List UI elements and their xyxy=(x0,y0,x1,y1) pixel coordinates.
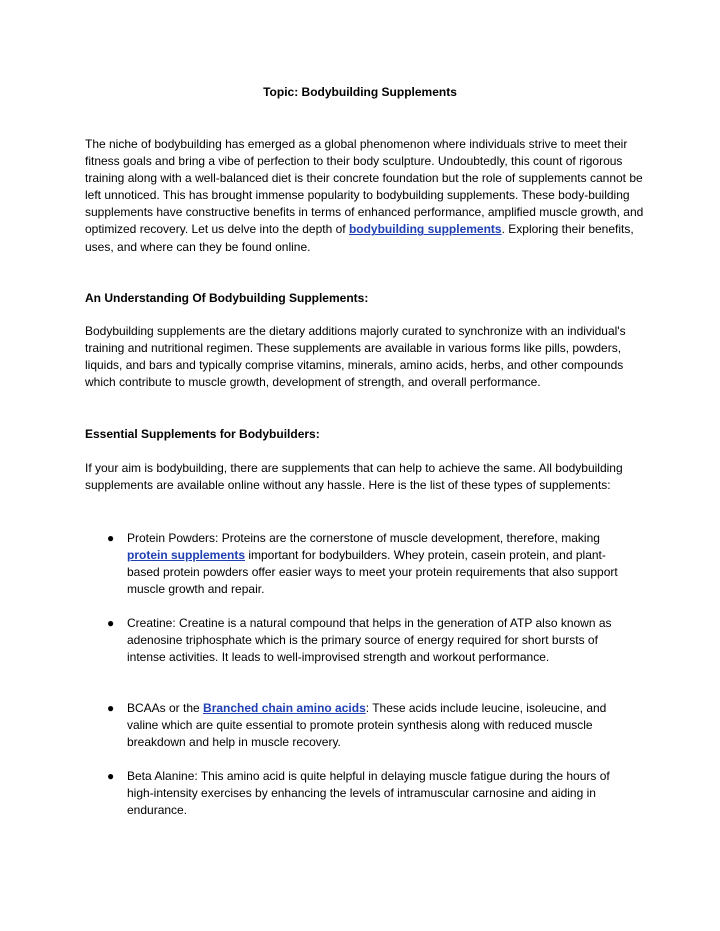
essential-paragraph: If your aim is bodybuilding, there are supplements that can help to achieve the same. All bodybuilding supplements are available online without any hassle. Here is the list of these types of supplements: xyxy=(85,461,623,493)
section-heading-understanding: An Understanding Of Bodybuilding Supplements: xyxy=(85,291,369,305)
bullet-text: Beta Alanine: This amino acid is quite helpful in delaying muscle fatigue during the hours of high-intensity exercises by enhancing the levels of intramuscular carnosine and aiding in endurance. xyxy=(127,769,610,818)
bullet-text-after: important for bodybuilders. Whey protein, casein protein, and plant-based protein powders offer easier ways to meet your protein requirements that also support muscle growth and repair. xyxy=(127,548,618,597)
bullet-text xyxy=(127,700,637,751)
bullet-text: Creatine: Creatine is a natural compound that helps in the generation of ATP also known as adenosine triphosphate which is the primary source of energy required for short bursts of intense activities. It leads to well-improvised strength and workout performance. xyxy=(127,616,612,665)
bullet-text-after: : These acids include leucine, isoleucine, and valine which are quite essential to promote protein synthesis along with reduced muscle breakdown and help in muscle recovery. xyxy=(127,701,607,750)
intro-text-after: . Exploring their benefits, uses, and where can they be found online. xyxy=(85,222,634,254)
link-protein-supplements[interactable]: protein supplements xyxy=(127,548,246,563)
understanding-paragraph: Bodybuilding supplements are the dietary additions majorly curated to synchronize with an individual's training and nutritional regimen. These supplements are available in various forms like pills, powders, liquids, and bars and typically comprise vitamins, minerals, amino acids, herbs, and other compounds which contribute to muscle growth, development of strength, and overall performance. xyxy=(85,324,626,390)
section-heading-essential: Essential Supplements for Bodybuilders: xyxy=(85,427,320,441)
bullet-text-before: Protein Powders: Proteins are the cornerstone of muscle development, therefore, making xyxy=(127,531,600,545)
bullet-text xyxy=(127,530,637,598)
bullet-icon: ● xyxy=(107,531,115,545)
link-branched-chain-amino-acids[interactable]: Branched chain amino acids xyxy=(203,701,366,715)
bullet-icon: ● xyxy=(107,701,115,715)
bullet-icon: ● xyxy=(107,616,115,630)
document-title: Topic: Bodybuilding Supplements xyxy=(263,85,457,99)
link-bodybuilding-supplements[interactable]: bodybuilding supplements xyxy=(348,222,502,237)
intro-paragraph xyxy=(85,136,645,256)
bullet-text-before: BCAAs or the xyxy=(127,701,204,715)
intro-text-before: The niche of bodybuilding has emerged as a global phenomenon where individuals strive to meet their fitness goals and bring a vibe of perfection to their body sculpture. Undoubtedly, this count of rigorous training along with a well-balanced diet is their concrete foundation but the role of supplements cannot be left unnoticed. This has brought immense popularity to bodybuilding supplements. These body-building supplements have constructive benefits in terms of enhanced performance, amplified muscle growth, and optimized recovery. Let us delve into the depth of xyxy=(85,137,644,237)
bullet-icon: ● xyxy=(107,769,115,783)
